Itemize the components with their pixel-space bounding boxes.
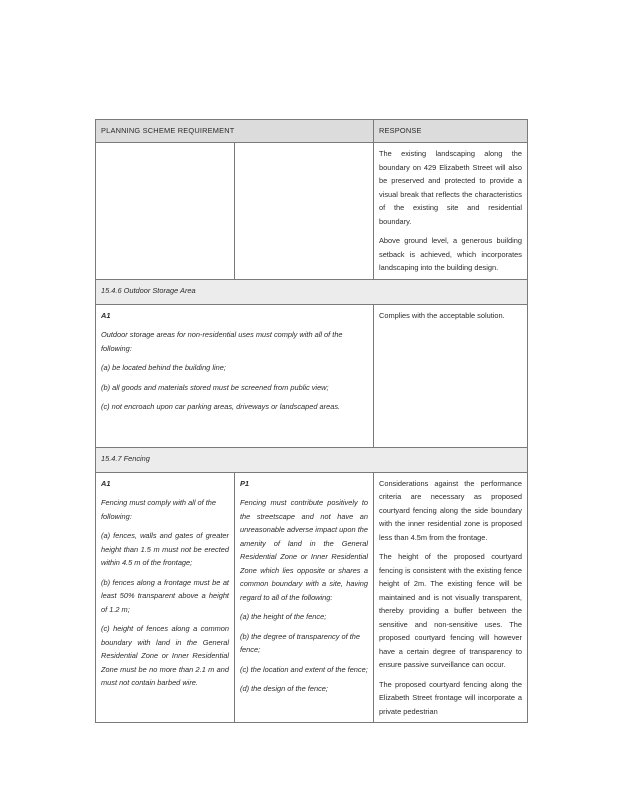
table-row — [96, 472, 528, 723]
acceptable-solution-cell — [96, 472, 235, 723]
response-cell — [374, 304, 528, 447]
section-row — [96, 447, 528, 472]
criteria-paragraph: (c) not encroach upon car parking areas, driveways or landscaped areas. — [101, 402, 341, 411]
section-title-storage: 15.4.6 Outdoor Storage Area — [96, 279, 528, 304]
response-paragraph: The height of the proposed courtyard fencing is consistent with the existing fence height of 2m. The existing fence will be maintained and is not visually transparent, thereby providing a buffer between the sensitive and non-sensitive uses. The proposed courtyard fencing will however have a certain degree of transparency to ensure passive surveillance can occur. — [379, 552, 522, 669]
header-response: RESPONSE — [374, 120, 528, 143]
criteria-paragraph: Fencing must comply with all of the following: — [101, 498, 217, 521]
section-row — [96, 279, 528, 304]
criteria-paragraph: (a) be located behind the building line; — [101, 363, 226, 372]
table-row — [96, 304, 528, 447]
planning-table — [95, 119, 528, 723]
response-paragraph: The proposed courtyard fencing along the Elizabeth Street frontage will incorporate a private pedestrian — [379, 679, 522, 716]
empty-acceptable-cell — [96, 143, 235, 280]
criteria-paragraph: Fencing must contribute positively to the streetscape and not have an unreasonable adverse impact upon the amenity of land in the General Residential Zone or Inner Residential Zone which lies opposite or shares a common boundary with a site, having regard to all of the following: — [240, 498, 368, 602]
criteria-paragraph: (b) the degree of transparency of the fence; — [240, 631, 360, 654]
response-paragraph: The existing landscaping along the boundary on 429 Elizabeth Street will also be preserved and protected to provide a visual break that reflects the characteristics of the existing site and residential boundary. — [379, 149, 522, 226]
response-paragraph: Complies with the acceptable solution. — [379, 310, 505, 320]
a1-label: A1 — [101, 478, 111, 488]
response-cell — [374, 472, 528, 723]
criteria-paragraph: (b) fences along a frontage must be at least 50% transparent above a height of 1.2 m; — [101, 577, 229, 614]
table-header-row — [96, 120, 528, 143]
criteria-paragraph: (a) the height of the fence; — [240, 612, 327, 621]
criteria-paragraph: Outdoor storage areas for non-residential uses must comply with all of the following: — [101, 330, 343, 353]
p1-label: P1 — [240, 478, 250, 488]
section-title-fencing: 15.4.7 Fencing — [96, 447, 528, 472]
header-requirement: PLANNING SCHEME REQUIREMENT — [96, 120, 374, 143]
empty-performance-cell — [235, 143, 374, 280]
criteria-paragraph: (c) the location and extent of the fence; — [240, 664, 368, 674]
acceptable-solution-cell — [96, 304, 374, 447]
criteria-paragraph: (a) fences, walls and gates of greater height than 1.5 m must not be erected within 4.5 m of the frontage; — [101, 531, 229, 567]
criteria-paragraph: (b) all goods and materials stored must be screened from public view; — [101, 382, 329, 392]
a1-label: A1 — [101, 310, 111, 320]
table-row — [96, 143, 528, 280]
response-paragraph: Considerations against the performance criteria are necessary as proposed courtyard fencing along the side boundary with the inner residential zone is proposed less than 4.5m from the frontage. — [379, 478, 522, 542]
criteria-paragraph: (d) the design of the fence; — [240, 684, 328, 693]
criteria-paragraph: (c) height of fences along a common boundary with land in the General Residential Zone or Inner Residential Zone must be no more than 2.1 m and must not contain barbed wire. — [101, 624, 229, 687]
response-cell — [374, 143, 528, 280]
response-paragraph: Above ground level, a generous building setback is achieved, which incorporates landscaping into the building design. — [379, 236, 522, 272]
performance-criteria-cell — [235, 472, 374, 723]
